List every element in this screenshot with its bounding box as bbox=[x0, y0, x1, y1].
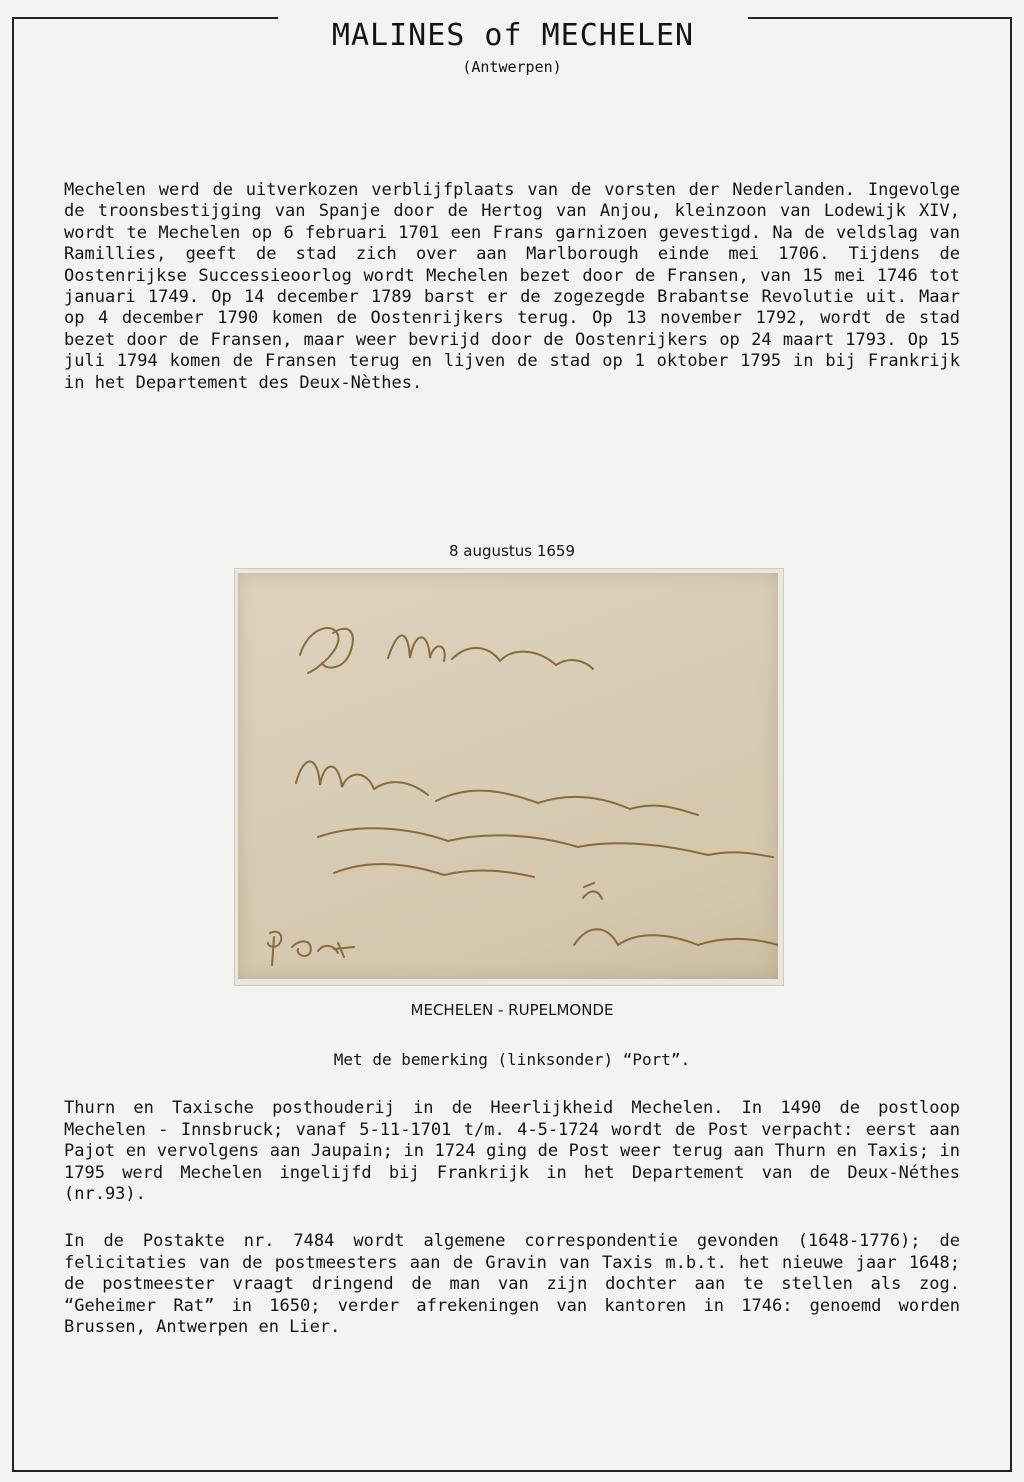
details-paragraph-2: In de Postakte nr. 7484 wordt algemene correspondentie gevonden (1648-1776); de felicitaties van de postmeesters aan de Gravin van Taxis m.b.t. het nieuwe jaar 1648; de postmeester vraagt dringend de man van zijn dochter aan te stellen als zog. “Geheimer Rat” in 1650; verder afrekeningen van kantoren in 1746: genoemd worden Brussen, Antwerpen en Lier. bbox=[64, 1231, 960, 1337]
details-paragraph-1: Thurn en Taxische posthouderij in de Heerlijkheid Mechelen. In 1490 de postloop Mechelen - Innsbruck; vanaf 5-11-1701 t/m. 4-5-1724 wordt de Post verpacht: eerst aan Pajot en vervolgens aan Jaupain; in 1724 ging de Post weer terug aan Thurn en Taxis; in 1795 werd Mechelen ingelijfd bij Frankrijk in het Departement van de Deux-Néthes (nr.93). bbox=[64, 1098, 960, 1204]
handwriting-illustration bbox=[238, 573, 778, 979]
page-title: MALINES of MECHELEN bbox=[278, 0, 748, 56]
letter-route: MECHELEN - RUPELMONDE bbox=[410, 1001, 614, 1019]
letter-remark: Met de bemerking (linksonder) “Port”. bbox=[333, 1050, 691, 1069]
letter-image bbox=[238, 573, 778, 979]
letter-date: 8 augustus 1659 bbox=[449, 542, 575, 560]
intro-paragraph: Mechelen werd de uitverkozen verblijfplaats van de vorsten der Nederlanden. Ingevolge de troonsbestijging van Spanje door de Hertog van Anjou, kleinzoon van Lodewijk XIV, wordt te Mechelen op 6 februari 1701 een Frans garnizoen gevestigd. Na de veldslag van Ramillies, geeft de stad zich over aan Marlborough einde mei 1706. Tijdens de Oostenrijkse Successieoorlog wordt Mechelen bezet door de Fransen, van 15 mei 1746 tot januari 1749. Op 14 december 1789 barst er de zogezegde Brabantse Revolutie uit. Maar op 4 december 1790 komen de Oostenrijkers terug. Op 13 november 1792, wordt de stad bezet door de Fransen, maar weer bevrijd door de Oostenrijkers op 24 maart 1793. Op 15 juli 1794 komen de Fransen terug en lijven de stad op 1 oktober 1795 in bij Frankrijk in het Departement des Deux-Nèthes. bbox=[64, 180, 960, 393]
page-subtitle: (Antwerpen) bbox=[462, 58, 562, 76]
